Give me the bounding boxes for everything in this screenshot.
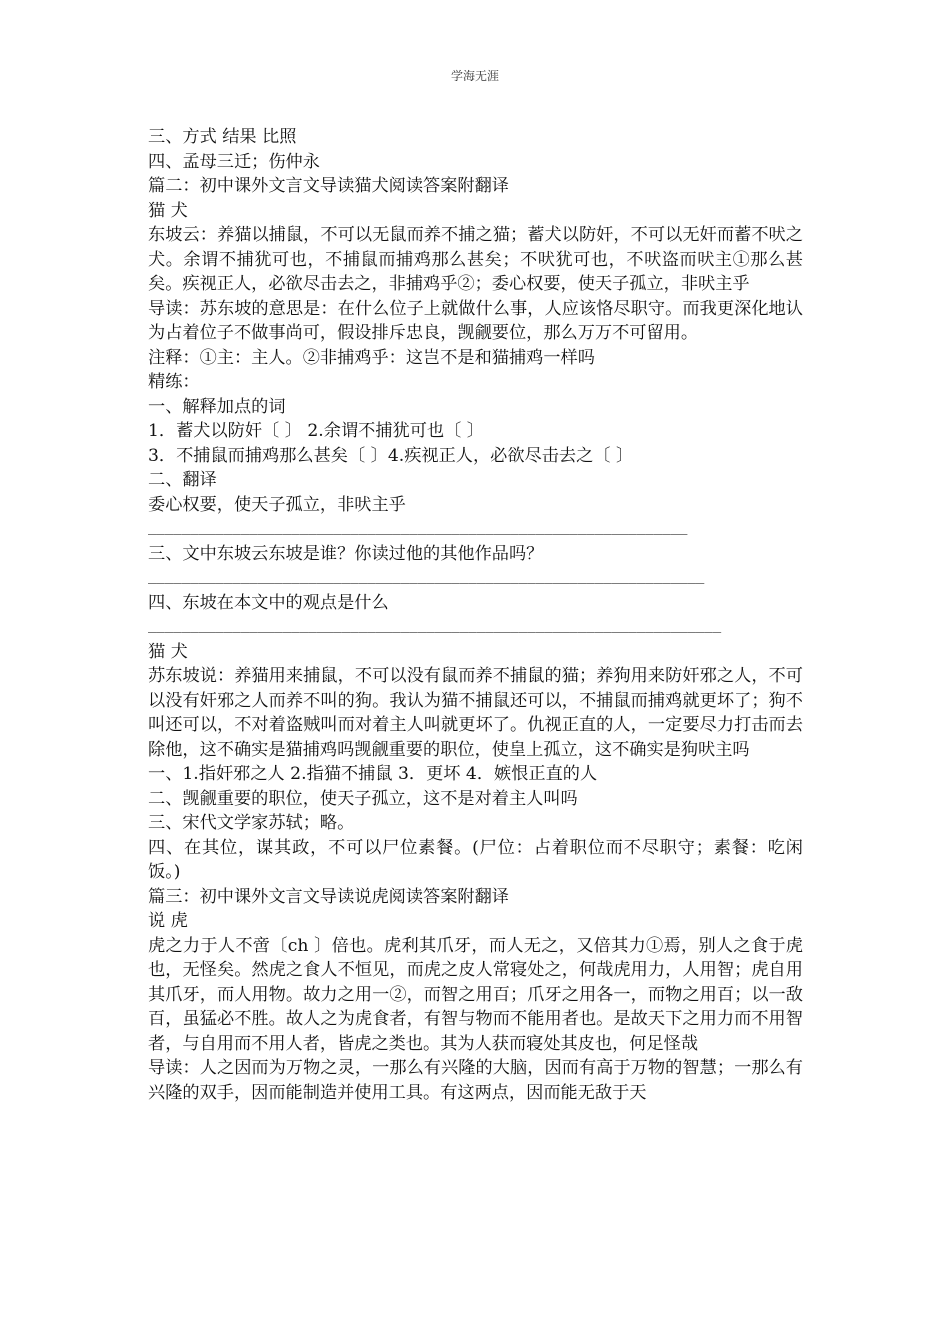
question-2-heading: 二、翻译 [148,470,217,490]
text-title-tiger: 说 虎 [148,911,188,931]
answer-3: 三、宋代文学家苏轼；略。 [148,813,355,833]
original-text: 东坡云：养猫以捕鼠，不可以无鼠而养不捕之猫；蓄犬以防奸，不可以无奸而蓄不吠之犬。余谓不捕犹可也，不捕鼠而捕鸡那么甚矣；不吠犹可也，不吠盗而吠主①那么甚矣。疾视正人，必欲尽击去之，非捕鸡乎②；委心权要，使天子孤立，非吠主乎 [148,225,803,294]
answer-1: 一、1.指奸邪之人 2.指猫不捕鼠 3．更坏 4．嫉恨正直的人 [148,764,598,784]
page-header: 学海无涯 [450,69,499,83]
question-1-heading: 一、解释加点的词 [148,396,286,417]
answer-line-4: 四、孟母三迁；伤仲永 [148,151,320,172]
translation-paragraph: 苏东坡说：养猫用来捕鼠，不可以没有鼠而养不捕鼠的猫；养狗用来防奸邪之人，不可以没有奸邪之人而养不叫的狗。我认为猫不捕鼠还可以，不捕鼠而捕鸡就更坏了；狗不叫还可以，不对着盗贼叫而对着主人叫就更坏了。仇视正直的人，一定要尽力打击而去除他，这不确实是猫捕鸡吗觊觎重要的职位，使皇上孤立，这不确实是狗吠主吗 [148,666,803,760]
tiger-guide-paragraph: 导读：人之因而为万物之灵，一那么有兴隆的大脑，因而有高于万物的智慧；一那么有兴隆的双手，因而能制造并使用工具。有这两点，因而能无敌于天 [148,1058,803,1103]
question-3: 三、文中东坡云东坡是谁？你读过他的其他作品吗？ [148,543,544,564]
section-title-part3: 篇三：初中课外文言文导读说虎阅读答案附翻译 [148,886,509,907]
question-2-sentence: 委心权要，使天子孤立，非吠主乎 [148,494,406,515]
answer-4: 四、在其位，谋其政，不可以尸位素餐。(尸位：占着职位而不尽职守；素餐：吃闲饭。) [148,837,803,882]
question-4: 四、东坡在本文中的观点是什么 [148,592,389,613]
answer-blank-3: ____________________________________________________________________ [148,617,722,633]
exercise-heading: 精练： [148,372,200,392]
document-body [148,125,803,1105]
answer-2: 二、觊觎重要的职位，使天子孤立，这不是对着主人叫吗 [148,788,578,809]
question-1-items-a: 1．蓄犬以防奸〔 〕 2.余谓不捕犹可也〔 〕 [148,421,484,441]
section-title-part2: 篇二：初中课外文言文导读猫犬阅读答案附翻译 [148,176,509,196]
text-title-cat-dog: 猫 犬 [148,200,188,221]
translation-title: 猫 犬 [148,641,188,662]
answer-blank-1: ________________________________________________________________ [148,519,688,535]
annotation-line: 注释：①主：主人。②非捕鸡乎：这岂不是和猫捕鸡一样吗 [148,347,595,368]
answer-line-3: 三、方式 结果 比照 [148,127,297,147]
tiger-original-text: 虎之力于人不啻〔ch 〕倍也。虎利其爪牙，而人无之，又倍其力①焉，别人之食于虎也，无怪矣。然虎之食人不恒见，而虎之皮人常寝处之，何哉虎用力，人用智；虎自用其爪牙，而人用物。故力之用一②，而智之用百；爪牙之用各一，而物之用百；以一敌百，虽猛必不胜。故人之为虎食者，有智与物而不能用者也。是故天下之用力而不用智者，与自用而不用人者，皆虎之类也。其为人获而寝处其皮也，何足怪哉 [148,935,803,1054]
answer-blank-2: __________________________________________________________________ [148,568,705,584]
question-1-items-b: 3．不捕鼠而捕鸡那么甚矣〔 〕4.疾视正人，必欲尽击去之〔 〕 [148,445,634,466]
guide-paragraph: 导读：苏东坡的意思是：在什么位子上就做什么事，人应该恪尽职守。而我更深化地认为占着位子不做事尚可，假设排斥忠良，觊觎要位，那么万万不可留用。 [148,298,803,343]
